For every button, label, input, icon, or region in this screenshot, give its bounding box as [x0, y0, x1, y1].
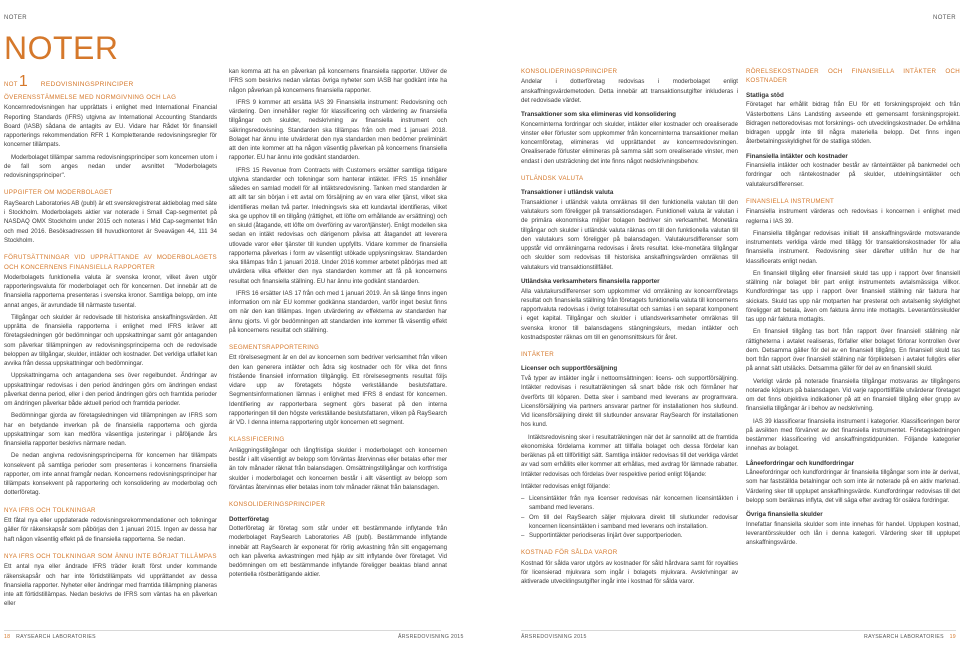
- paragraph: Alla valutakursdifferenser som uppkommer vid omräkning av koncernföretags resultat och finansiella ställning från företagets funktionella valuta till koncernens rapportvaluta redovisas i övrigt totalresultat och samlas i en separat komponent i eget kapital. Tillgångar och skulder i utlandsverksamheter omräknas till svenska kronor till balansdagens stängningskurs, medan intäkter och kostnadsposter räknas om till en genomsnittskurs för året.: [521, 287, 738, 341]
- subheading: Låneefordringar och kundfordringar: [746, 459, 855, 467]
- paragraph: Bedömningar gjorda av företagsledningen vid tillämpningen av IFRS som har en betydande inverkan på de finansiella rapporterna och gjorda uppskattningar som kan medföra väsentliga justeringar i påföljande års finansiella rapporter beskrivs närmare nedan.: [4, 412, 217, 448]
- subheading: Transaktioner som ska elimineras vid konsolidering: [521, 111, 677, 119]
- section-heading: NYA IFRS OCH TOLKNINGAR SOM ÄNNU INTE BÖRJAT TILLÄMPAS: [4, 552, 217, 560]
- section-heading: KOSTNAD FÖR SÅLDA VAROR: [521, 549, 618, 557]
- paragraph: Dotterföretag är företag som står under ett bestämmande inflytande från moderbolaget RaySearch Laboratories AB (publ). Bestämmande inflytande innebär att RaySearch är exponerat för rörlig avkastning från sitt engagemang och kan påverka avkastningen med hjälp av sitt inflytande över företaget. Vid bedömningen om ett bestämmande inflytande föreligger beaktas bland annat potentiella röstberättigande aktier.: [229, 525, 447, 579]
- paragraph: IFRS 16 ersätter IAS 17 från och med 1 januari 2019. Än så länge finns ingen information om när EU kommer godkänna standarden, varför inget beslut finns om när den kan tillämpas. Ingen utvärdering av effekterna av standarden har ännu gjorts. Vi gör bedömningen att standarden inte kommer få väsentlig effekt på koncernens resultat och ställning.: [229, 289, 447, 334]
- bullet-list: [521, 494, 738, 540]
- section-heading: ÖVERENSSTÄMMELSE MED NORMGIVNING OCH LAG: [4, 94, 177, 101]
- paragraph: En finansiell tillgång eller finansiell skuld tas upp i rapport över finansiell ställning när bolaget blir part enligt instrumentets avtalsmässiga villkor. Kundfordringar tas upp i rapport över finansiell ställning när faktura har skickats. Skuld tas upp när motparten har presterat och avtalsenlig skyldighet föreligger att betala, även om faktura ännu inte mottagits. Leverantörsskulder tas upp när faktura mottagits.: [746, 269, 960, 324]
- paragraph: Moderbolagets funktionella valuta är svenska kronor, vilket även utgör rapporteringsvaluta för moderbolaget och för koncernen. Det innebär att de finansiella rapporterna presenteras i svenska kronor. Samtliga belopp, om inte annat anges, är avrundade till närmaste tusental.: [4, 273, 217, 309]
- section-heading: SEGMENTSRAPPORTERING: [229, 344, 320, 351]
- paragraph: Företaget har erhållit bidrag från EU för ett forskningsprojekt och från Västerbottens Läns Landsting avseende ett gemensamt forskningsprojekt. Bidragen nettoredovisas mot forsknings- och utvecklingskostnader. De erhållna bidragen uppgår inte till några materiella belopp. Det finns ingen återbetalningsskyldighet för de statliga stöden.: [746, 101, 960, 146]
- section-heading: FÖRUTSÄTTNINGAR VID UPPRÄTTANDE AV MODERBOLAGETS OCH KONCERNENS FINANSIELLA RAPPORTER: [4, 254, 217, 271]
- running-head-left: NOTER: [4, 15, 27, 21]
- list-item: – Om till del RaySearch säljer mjukvara direkt till slutkunder redovisar koncernen licensintäkten i samband med leverans och installation.: [521, 513, 738, 532]
- running-head-right: NOTER: [933, 15, 956, 21]
- page-number-left: 18: [4, 634, 11, 640]
- column-1: [4, 93, 217, 612]
- paragraph: IAS 39 klassificerar finansiella instrument i kategorier. Klassificeringen beror på avsikten med förvärvet av det finansiella instrumentet. Företagsledningen bestämmer klassificering vid anskaffningstidpunkten. Följande kategorier innehas av bolaget.: [746, 417, 960, 453]
- section-heading: NYA IFRS OCH TOLKNINGAR: [4, 506, 96, 514]
- column-4: [746, 67, 960, 551]
- subheading: Övriga finansiella skulder: [746, 511, 823, 519]
- note-title: REDOVISNINGSPRINCIPER: [40, 81, 134, 88]
- section-heading: KLASSIFICERING: [229, 436, 285, 444]
- paragraph: Koncernredovisningen har upprättats i enlighet med International Financial Reporting Standards (IFRS) utgivna av International Accounting Standards Board (IASB) sådana de antagits av EU. Vidare har Rådet för finansiell rapporterings rekommendation RFR 1 Kompletterande redovisningsregler för koncerner tillämpats.: [4, 104, 217, 149]
- column-3: [521, 67, 738, 589]
- paragraph: Kostnad för sålda varor utgörs av kostnader för såld hårdvara samt för royalties för licensierad mjukvara som ingår i bolagets mjukvara. Avskrivningar av aktiverade utvecklingsutgifter ingår inte i kostnad för sålda varor.: [521, 559, 738, 586]
- section-heading: UTLÄNDSK VALUTA: [521, 174, 584, 182]
- footer-org-right: RAYSEARCH LABORATORIES: [864, 634, 944, 640]
- paragraph: Koncerninterna fordringar och skulder, intäkter eller kostnader och orealiserade vinster eller förluster som uppkommer från koncerninterna transaktioner mellan koncernföretag, elimineras vid upprättandet av koncernredovisningen. Orealiserade förluster elimineras på samma sätt som orealiserade vinster, men endast i den utsträckning det inte finns något nedskrivningsbehov.: [521, 120, 738, 165]
- paragraph: Uppskattningarna och antagandena ses över regelbundet. Ändringar av uppskattningar redovisas i den period ändringen görs om ändringen endast påverkat denna period, eller i den period ändringen görs och framtida perioder om ändringen påverkar både aktuell period och framtida perioder.: [4, 372, 217, 408]
- paragraph: IFRS 15 Revenue from Contracts with Customers ersätter samtliga tidigare utgivna standarder och tolkningar som hanterar intäkter. IFRS 15 innehåller således en samlad modell för all intäktsredovisning. Tanken med standarden är att allt tar sin början i ett avtal om försäljning av en vara eller tjänst, vilket ska identifieras mellan två parter. Inledningsvis ska ett kundavtal identifieras, vilket ska ge upphov till en tillgång (rättighet, ett löfte om erhållande av ersättning) och en skuld (åtagande, ett löfte om överföring av varor/tjänster). Enligt modellen ska sedan en intäkt redovisas och därigenom påvisa att åtagandet att leverera utlovade varor eller tjänster till kunden uppfyllts. Vidare kommer de finansiella rapporterna påverkas i form av väsentligt utökade upplysningskrav. Standarden ska tillämpas från 1 januari 2018. Under 2016 kommer arbetet påbörjas med att utvärdera vilka effekter den nya standarden kommer att få på koncernens resultat och finansiella ställning. EU har ännu inte godkänt standarden.: [229, 166, 447, 285]
- list-item: – Supportintäkter periodiseras linjärt över supportperioden.: [521, 531, 738, 540]
- paragraph: Intäktsredovisning sker i resultaträkningen när det är sannolikt att de framtida ekonomiska fördelarna kommer att tillfalla bolaget och dessa fördelar kan beräknas på ett tillförlitligt sätt. Samtliga intäkter redovisas till det verkliga värdet av vad som erhållits eller kommer att erhållas, med avdrag för lämnade rabatter. Intäkter redovisas och fördelas över respektive period enligt följande:: [521, 433, 738, 478]
- paragraph: IFRS 9 kommer att ersätta IAS 39 Finansiella instrument: Redovisning och värdering. Den innehåller regler för klassificering och värdering av finansiella tillgångar och skulder, nedskrivning av finansiella instrument och säkringsredovisning. Standarden ska tillämpas från och med 1 januari 2018. Bolaget har ännu inte utvärderat den nya standarden men bedömer preliminärt att den inte kommer att ha någon väsentlig påverkan på koncernens finansiella rapporter. EU har ännu inte godkänt standarden.: [229, 98, 447, 162]
- footer-divider-left: [4, 630, 441, 631]
- page-title: NOTER: [4, 30, 119, 66]
- section-heading: UPPGIFTER OM MODERBOLAGET: [4, 189, 113, 197]
- paragraph: Finansiella intäkter och kostnader består av ränteintäkter på bankmedel och fordringar och räntekostnader på skulder, utdelningsintäkter och valutakursdifferenser.: [746, 162, 960, 188]
- paragraph: Låneefordringar och kundfordringar är finansiella tillgångar som inte är derivat, som har fastställda betalningar och som inte är noterade på en aktiv marknad. Värdering sker till upplupet anskaffningsvärde. Kundfordringar redovisas till det belopp som beräknas inflyta, det vill säga efter avdrag för osäkra fordringar.: [746, 469, 960, 504]
- paragraph: En finansiell tillgång tas bort från rapport över finansiell ställning när rättigheterna i avtalet realiseras, förfaller eller bolaget förlorar kontrollen över dem. Detsamma gäller för del av en finansiell tillgång. En finansiell skuld tas bort från rapport över finansiell ställning när förpliktelsen i avtalet fullgörs eller på annat sätt utsläcks. Detsamma gäller för del av en finansiell skuld.: [746, 328, 960, 373]
- footer-doc-left: ÅRSREDOVISNING 2015: [398, 634, 464, 640]
- paragraph: Verkligt värde på noterade finansiella tillgångar motsvaras av tillgångens noterade köpkurs på balansdagen. Vid varje rapporttillfälle utvärderar företaget om det finns objektiva indikationer på att en finansiell tillgång eller grupp av finansiella tillgångar är i behov av nedskrivning.: [746, 377, 960, 413]
- paragraph: Andelar i dotterföretag redovisas i moderbolaget enligt anskaffningsvärdemetoden. Detta innebär att transaktionsutgifter inkluderas i det redovisade värdet.: [521, 78, 738, 104]
- section-heading: FINANSIELLA INSTRUMENT: [746, 197, 835, 205]
- footer-divider-right: [521, 630, 956, 631]
- subheading: Licenser och supportförsäljning: [521, 365, 618, 373]
- paragraph: Transaktioner i utländsk valuta omräknas till den funktionella valutan till den valutakurs som föreligger på transaktionsdagen. Funktionell valuta är valutan i de primära ekonomiska miljöer bolagen bedriver sin verksamhet. Monetära tillgångar och skulder i utländsk valuta räknas om till den funktionella valutan till den valutakurs som föreligger på balansdagen. Valutakursdifferenser som uppstår vid omräkningarna redovisas i årets resultat. Icke-monetära tillgångar och skulder som redovisas till historiska anskaffningsvärden omräknas till valutakurs vid transaktionstillfället.: [521, 198, 738, 271]
- paragraph: RaySearch Laboratories AB (publ) är ett svenskregistrerat aktiebolag med säte i Stockholm. Moderbolagets aktier var noterade i Small Cap-segmentet på NASDAQ OMX Stockholm under 2015 och noteras i Mid Cap-segmentet från och med 2016. Besöksadressen till huvudkontoret är Sveavägen 44, 111 34 Stockholm.: [4, 199, 217, 244]
- note-heading: [4, 74, 219, 90]
- page-number-right: 19: [949, 634, 956, 640]
- paragraph: De nedan angivna redovisningsprinciperna för koncernen har tillämpats konsekvent på samtliga perioder som presenteras i koncernens finansiella rapporter, om inte annat framgår nedan. Koncernens redovisningsprinciper har tillämpats konsekvent på rapportering och konsolidering av moderbolag och dotterföretag.: [4, 452, 217, 497]
- subheading: Dotterföretag: [229, 515, 269, 523]
- subheading: Transaktioner i utländsk valuta: [521, 189, 614, 197]
- note-number: 1: [18, 73, 28, 90]
- paragraph: Moderbolaget tillämpar samma redovisningsprinciper som koncernen utom i de fall som anges nedan under avsnittet "Moderbolagets redovisningsprinciper".: [4, 153, 217, 180]
- paragraph: Intäkter redovisas enligt följande:: [521, 482, 611, 490]
- section-heading: RÖRELSEKOSTNADER OCH FINANSIELLA INTÄKTER OCH KOSTNADER: [746, 68, 960, 85]
- paragraph: Anläggningstillgångar och långfristiga skulder i moderbolaget och koncernen består i allt väsentligt av belopp som förväntas återvinnas eller betalas efter mer än tolv månader räknat från balansdagen. Omsättningstillgångar och kortfristiga skulder i moderbolaget och koncernen består i allt väsentligt av belopp som förväntas återvinnas eller betalas inom tolv månader räknat från balansdagen.: [229, 446, 447, 491]
- subheading: Statliga stöd: [746, 91, 784, 99]
- paragraph: kan komma att ha en påverkan på koncernens finansiella rapporter. Utöver de IFRS som beskrivs nedan väntas övriga nyheter som IASB har godkänt inte ha någon påverkan på koncernens finansiella rapporter.: [229, 68, 447, 94]
- list-item: – Licensintäkter från nya licenser redovisas när koncernen licensintäkten i samband med leverans.: [521, 494, 738, 513]
- subheading: Utländska verksamheters finansiella rapporter: [521, 277, 660, 285]
- paragraph: Finansiella instrument värderas och redovisas i koncernen i enlighet med reglerna i IAS 39.: [746, 208, 960, 225]
- paragraph: Ett rörelsesegment är en del av koncernen som bedriver verksamhet från vilken den kan generera intäkter och ådra sig kostnader och för vilka det finns fristående finansiell information tillgänglig. Ett rörelsesegments resultat följs vidare upp av företagets högste verkställande beslutsfattare. Segmentsinformationen lämnas i enlighet med IFRS 8 endast för koncernen. Identifiering av rapporterbara segment görs baserat på den interna rapporteringen till den högste verkställande beslutsfattaren, vilken på RaySearch är VD. I denna interna rapportering utgör koncernen ett segment.: [229, 354, 447, 427]
- section-heading: INTÄKTER: [521, 351, 554, 359]
- paragraph: Innefattar finansiella skulder som inte innehas för handel. Upplupen kostnad, leverantörsskulder och lån i denna kategori. Värdering sker till upplupet anskaffningsvärde.: [746, 520, 960, 547]
- paragraph: Finansiella tillgångar redovisas initialt till anskaffningsvärde motsvarande instrumentets verkliga värde med tillägg för transaktionskostnader för alla finansiella instrument. Redovisning sker därefter utifrån hur de har klassificerats enligt nedan.: [746, 229, 960, 265]
- footer-right: [864, 634, 956, 640]
- paragraph: Ett fåtal nya eller uppdaterade redovisningsrekommendationer och tolkningar gäller för räkenskapsår som påbörjas den 1 januari 2015. Ingen av dessa har haft någon väsentlig effekt på de finansiella rapporterna. Se nedan.: [4, 517, 217, 543]
- section-heading: KONSOLIDERINGSPRINCIPER: [521, 68, 618, 75]
- footer-org-left: RAYSEARCH LABORATORIES: [16, 634, 96, 640]
- footer-doc-right: ÅRSREDOVISNING 2015: [521, 634, 587, 640]
- note-prefix: NOT: [4, 82, 18, 88]
- section-heading: KONSOLIDERINGSPRINCIPER: [229, 501, 326, 509]
- subheading: Finansiella intäkter och kostnader: [746, 152, 848, 160]
- paragraph: Två typer av intäkter ingår i nettoomsättningen: licens- och supportförsäljning. Intäkter redovisas i resultaträkningen så snart både risk och förmåner har överförts till köparen. Detta sker i samband med leverans av programvara. Licensförsäljning via partners ansvarar partner för installationen hos slutkund. Vid licensförsäljning direkt till slutkunder ansvarar RaySearch för installationen hos kund.: [521, 375, 738, 429]
- paragraph: Tillgångar och skulder är redovisade till historiska anskaffningsvärden. Att upprätta de finansiella rapporterna i enlighet med IFRS kräver att företagsledningen gör bedömningar och uppskattningar samt gör antaganden som påverkar tillämpningen av redovisningsprinciperna och de redovisade beloppen av tillgångar, skulder, intäkter och kostnader. Det verkliga utfallet kan avvika från dessa uppskattningar och bedömningar.: [4, 313, 217, 368]
- paragraph: Ett antal nya eller ändrade IFRS träder ikraft först under kommande räkenskapsår och har inte förtidstillämpats vid upprättandet av dessa finansiella rapporter. Nyheter eller ändringar med framtida tillämpning planeras inte att förtidstillämpas. Nedan beskrivs de IFRS som väntas ha en påverkan eller: [4, 563, 217, 608]
- column-2: [229, 67, 447, 583]
- footer-left: [4, 634, 96, 640]
